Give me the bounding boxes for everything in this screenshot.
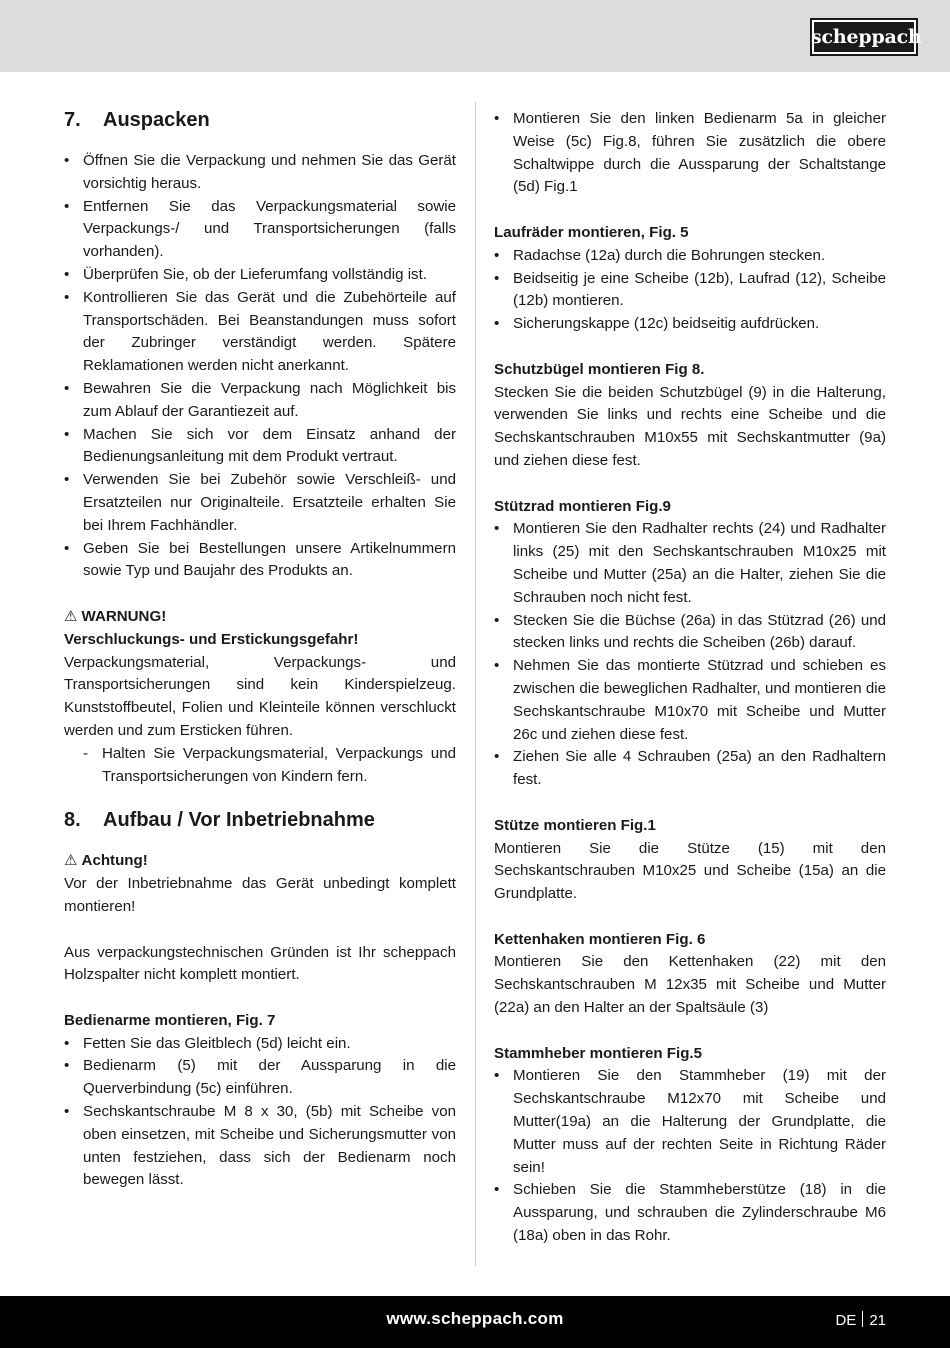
warning-triangle-icon: ⚠ bbox=[64, 852, 78, 870]
unpacking-list bbox=[64, 150, 456, 583]
page-indicator bbox=[835, 1311, 886, 1329]
stuetzrad-list bbox=[494, 518, 886, 792]
section-7-heading bbox=[64, 108, 456, 132]
assembly-paragraph: Aus verpackungstechnischen Gründen ist Ihr scheppach Holzspalter nicht komplett montiert. bbox=[64, 943, 456, 984]
list-item: • Montieren Sie den linken Bedienarm 5a in gleicher Weise (5c) Fig.8, führen Sie zusätzlich die obere Schaltwippe durch die Aussparung der Schaltstange (5d) Fig.1 bbox=[494, 108, 886, 199]
warning-dash-list bbox=[64, 743, 456, 789]
page-number: 21 bbox=[869, 1312, 886, 1329]
scheppach-logo: scheppach bbox=[810, 18, 918, 56]
list-item: • Sechskantschraube M 8 x 30, (5b) mit Scheibe von oben einsetzen, mit Scheibe und Sicherungsmutter von unten festziehen, dass sich der Bedienarm noch bewegen lässt. bbox=[64, 1101, 456, 1192]
schutzbuegel-heading: Schutzbügel montieren Fig 8. bbox=[494, 360, 705, 378]
stammheber-list bbox=[494, 1065, 886, 1247]
list-item: • Fetten Sie das Gleitblech (5d) leicht ein. bbox=[64, 1033, 456, 1056]
list-item: • Verwenden Sie bei Zubehör sowie Verschleiß- und Ersatzteilen nur Originalteile. Ersatzteile erhalten Sie bei Ihrem Fachhändler. bbox=[64, 469, 456, 537]
kettenhaken-heading: Kettenhaken montieren Fig. 6 bbox=[494, 930, 706, 948]
list-item: • Montieren Sie den Stammheber (19) mit der Sechskantschraube M12x70 mit Scheibe und Mutter(19a) an die Halterung der Grundplatte, die Mutter muss auf der rechten Seite in Richtung Räder sein! bbox=[494, 1065, 886, 1179]
list-item: • Radachse (12a) durch die Bohrungen stecken. bbox=[494, 245, 886, 268]
list-item: • Montieren Sie den Radhalter rechts (24) und Radhalter links (25) mit den Sechskantschrauben M10x25 mit Scheibe und Mutter (25a) an die Halter, ziehen Sie die Schrauben noch nicht fest. bbox=[494, 518, 886, 609]
footer-bar bbox=[0, 1296, 950, 1348]
list-item: • Bewahren Sie die Verpackung nach Möglichkeit bis zum Ablauf der Garantiezeit auf. bbox=[64, 378, 456, 424]
attention-text: Vor der Inbetriebnahme das Gerät unbedingt komplett montieren! bbox=[64, 875, 456, 915]
warning-triangle-icon: ⚠ bbox=[64, 607, 78, 625]
kettenhaken-text: Montieren Sie den Kettenhaken (22) mit den Sechskantschrauben M 12x35 mit Scheibe und Mutter (22a) an den Halter an der Spaltsäule (3) bbox=[494, 953, 886, 1017]
warning-text: Verpackungsmaterial, Verpackungs- und Transportsicherungen sind kein Kinderspielzeug. Kunststoffbeutel, Folien und Kleinteile können verschluckt werden und zum Ersticken führen. bbox=[64, 653, 456, 739]
list-item: • Öffnen Sie die Verpackung und nehmen Sie das Gerät vorsichtig heraus. bbox=[64, 150, 456, 196]
bedienarme-list bbox=[64, 1033, 456, 1193]
bedienarme-list-continued bbox=[494, 108, 886, 199]
list-item: • Sicherungskappe (12c) beidseitig aufdrücken. bbox=[494, 313, 886, 336]
stuetze-text: Montieren Sie die Stütze (15) mit den Sechskantschrauben M10x25 und Scheibe (15a) an die Grundplatte. bbox=[494, 839, 886, 903]
header-bar bbox=[0, 0, 950, 72]
list-item: • Nehmen Sie das montierte Stützrad und schieben es zwischen die beweglichen Radhalter, und montieren die Sechskantschraube M10x70 mit Scheibe und Mutter 26c und ziehen diese fest. bbox=[494, 655, 886, 746]
list-item: • Entfernen Sie das Verpackungsmaterial sowie Verpackungs-/ und Transportsicherungen (falls vorhanden). bbox=[64, 196, 456, 264]
separator bbox=[862, 1311, 863, 1327]
list-item: • Machen Sie sich vor dem Einsatz anhand der Bedienungsanleitung mit dem Produkt vertraut. bbox=[64, 424, 456, 470]
schutzbuegel-text: Stecken Sie die beiden Schutzbügel (9) in die Halterung, verwenden Sie links und rechts eine Scheibe und die Sechskantschrauben M10x55 mit Sechskantmutter (9a) und ziehen diese fest. bbox=[494, 383, 886, 469]
list-item: • Beidseitig je eine Scheibe (12b), Laufrad (12), Scheibe (12b) montieren. bbox=[494, 268, 886, 314]
bedienarme-heading: Bedienarme montieren, Fig. 7 bbox=[64, 1011, 276, 1029]
list-item: • Ziehen Sie alle 4 Schrauben (25a) an den Radhaltern fest. bbox=[494, 746, 886, 792]
section-title: Auspacken bbox=[103, 109, 210, 131]
list-item: • Kontrollieren Sie das Gerät und die Zubehörteile auf Transportschäden. Bei Beanstandungen muss sofort der Zubringer verständigt werden. Spätere Reklamationen werden nicht anerkannt. bbox=[64, 287, 456, 378]
stuetze-heading: Stütze montieren Fig.1 bbox=[494, 816, 656, 834]
laufraeder-heading: Laufräder montieren, Fig. 5 bbox=[494, 223, 689, 241]
language-code: DE bbox=[835, 1312, 857, 1329]
section-number: 7. bbox=[64, 109, 81, 131]
section-8-heading bbox=[64, 808, 456, 832]
stammheber-heading: Stammheber montieren Fig.5 bbox=[494, 1044, 703, 1062]
section-title: Aufbau / Vor Inbetriebnahme bbox=[103, 809, 375, 832]
right-column bbox=[494, 108, 886, 1248]
list-item: • Stecken Sie die Büchse (26a) in das Stützrad (26) und stecken links und rechts die Scheiben (26b) darauf. bbox=[494, 610, 886, 656]
warning-subtitle: Verschluckungs- und Erstickungsgefahr! bbox=[64, 630, 359, 648]
list-item: • Geben Sie bei Bestellungen unsere Artikelnummern sowie Typ und Baujahr des Produkts an. bbox=[64, 538, 456, 584]
list-item: • Überprüfen Sie, ob der Lieferumfang vollständig ist. bbox=[64, 264, 456, 287]
column-divider bbox=[475, 102, 476, 1266]
warning-title: ⚠ WARNUNG! bbox=[64, 606, 456, 629]
laufraeder-list bbox=[494, 245, 886, 336]
left-column bbox=[64, 108, 456, 1192]
website-url: www.scheppach.com bbox=[386, 1309, 564, 1328]
section-number: 8. bbox=[64, 809, 81, 832]
list-item: • Bedienarm (5) mit der Aussparung in die Querverbindung (5c) einführen. bbox=[64, 1055, 456, 1101]
list-item: - Halten Sie Verpackungsmaterial, Verpackungs und Transportsicherungen von Kindern fern. bbox=[83, 743, 456, 789]
list-item: • Schieben Sie die Stammheberstütze (18) in die Aussparung, und schrauben die Zylinderschraube M6 (18a) oben in das Rohr. bbox=[494, 1179, 886, 1247]
attention-title: ⚠ Achtung! bbox=[64, 850, 456, 873]
stuetzrad-heading: Stützrad montieren Fig.9 bbox=[494, 497, 671, 515]
